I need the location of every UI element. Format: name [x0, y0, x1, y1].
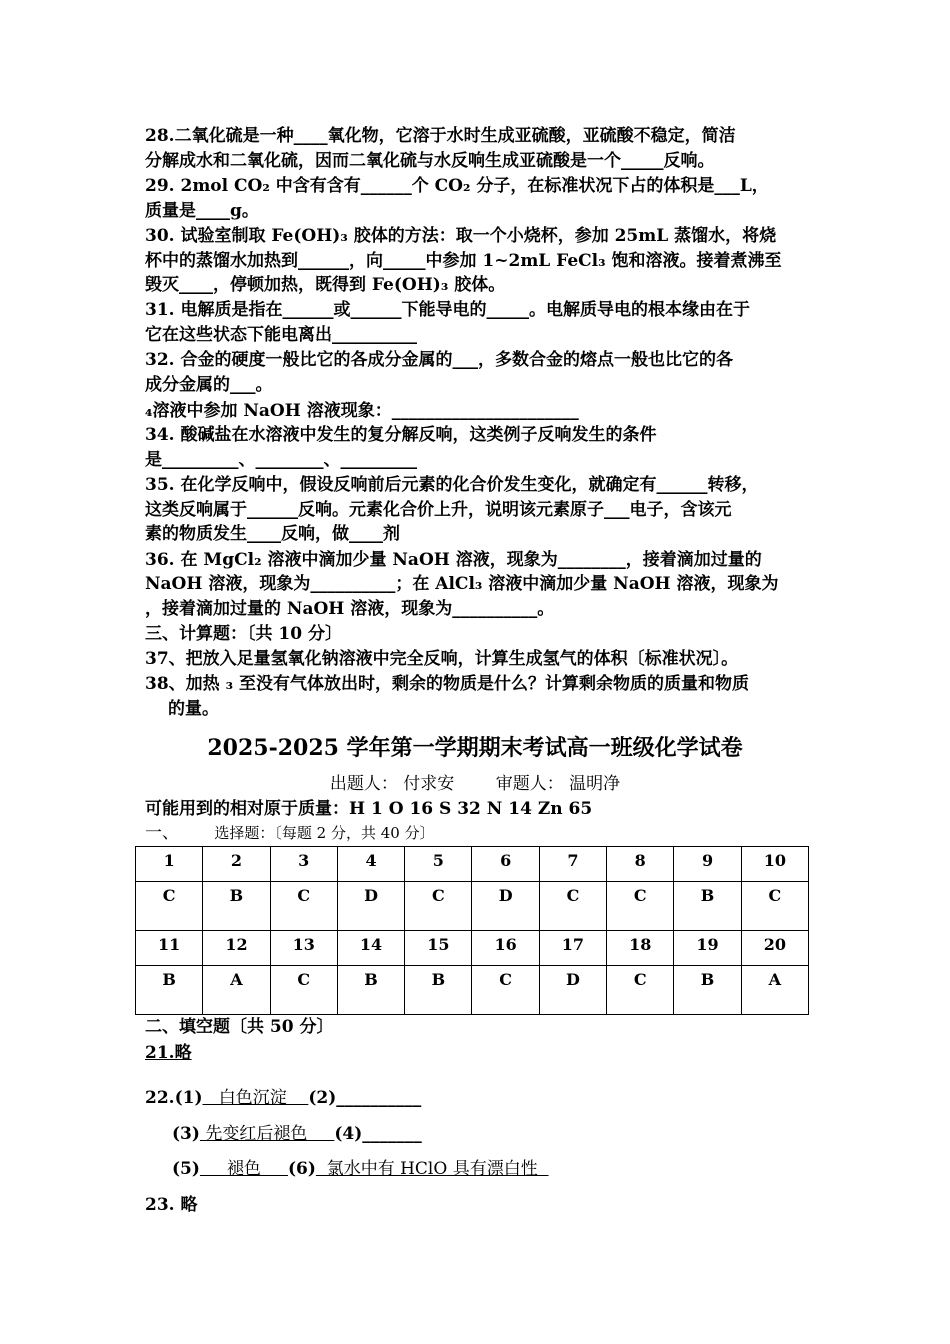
table-cell: 12 — [203, 931, 270, 966]
table-cell: 15 — [405, 931, 472, 966]
table-cell: 8 — [607, 847, 674, 882]
answer-22-6-label: (6) — [287, 1159, 316, 1179]
answer-22-5-label: (5) — [172, 1159, 200, 1179]
answer-22-1: 白色沉淀 — [202, 1088, 309, 1108]
table-cell: C — [741, 882, 808, 931]
answer-22-2-label: (2) — [308, 1088, 337, 1108]
question-30-line2: 杯中的蒸馏水加热到______，向_____中参加 1~2mL FeCl₃ 饱和溶液。接着煮沸至 — [145, 251, 782, 271]
table-cell: 5 — [405, 847, 472, 882]
table-cell: B — [337, 966, 404, 1015]
table-cell: 13 — [270, 931, 337, 966]
question-37: 37、把放入足量氢氧化钠溶液中完全反响，计算生成氢气的体积〔标准状况〕。 — [145, 649, 739, 669]
question-32-line1: 32. 合金的硬度一般比它的各成分金属的___，多数合金的熔点一般也比它的各 — [145, 350, 733, 370]
question-31-line1: 31. 电解质是指在______或______下能导电的_____。电解质导电的根本缘由在于 — [145, 300, 750, 320]
table-cell: 11 — [136, 931, 203, 966]
question-32-line2: 成分金属的___。 — [145, 375, 273, 395]
question-34-line2: 是_________、________、_________ — [145, 450, 417, 470]
answer-22-line2 — [172, 1122, 422, 1146]
table-cell: 14 — [337, 931, 404, 966]
question-38-line2: 的量。 — [168, 699, 219, 719]
question-28-line1: 28.二氧化硫是一种____氧化物，它溶于水时生成亚硫酸，亚硫酸不稳定，简洁 — [145, 126, 736, 146]
table-cell: B — [203, 882, 270, 931]
question-36-line3: ，接着滴加过量的 NaOH 溶液，现象为__________。 — [145, 599, 555, 619]
table-cell: 19 — [674, 931, 741, 966]
table-cell: 10 — [741, 847, 808, 882]
table-cell: 16 — [472, 931, 539, 966]
table-cell: D — [472, 882, 539, 931]
atomic-masses: 可能用到的相对原于质量：H 1 O 16 S 32 N 14 Zn 65 — [145, 799, 593, 819]
table-cell: C — [607, 966, 674, 1015]
question-30-line1: 30. 试验室制取 Fe(OH)₃ 胶体的方法：取一个小烧杯，参加 25mL 蒸馏水，将烧 — [145, 226, 777, 246]
table-cell: 9 — [674, 847, 741, 882]
reviewer: 审题人： 温明净 — [495, 774, 621, 794]
section-2-heading: 二、填空题〔共 50 分〕 — [145, 1017, 334, 1037]
section-1-text: 选择题：〔每题 2 分，共 40 分〕 — [214, 824, 435, 842]
question-34-line1: 34. 酸碱盐在水溶液中发生的复分解反响，这类例子反响发生的条件 — [145, 425, 657, 445]
answer-22-4-label: (4) — [334, 1124, 363, 1144]
table-cell: A — [741, 966, 808, 1015]
table-row-answers-1 — [136, 882, 809, 931]
question-36-line1: 36. 在 MgCl₂ 溶液中滴加少量 NaOH 溶液，现象为________，接着滴加过量的 — [145, 550, 762, 570]
answer-22-line1 — [145, 1086, 421, 1110]
table-cell: B — [674, 882, 741, 931]
table-cell: D — [337, 882, 404, 931]
table-cell: 18 — [607, 931, 674, 966]
table-cell: 2 — [203, 847, 270, 882]
table-cell: B — [136, 966, 203, 1015]
answer-key-title: 2025-2025 学年第一学期期末考试高一班级化学试卷 — [207, 735, 743, 761]
question-36-line2: NaOH 溶液，现象为__________；在 AlCl₃ 溶液中滴加少量 NaOH 溶液，现象为 — [145, 574, 779, 594]
table-cell: C — [472, 966, 539, 1015]
answer-23: 23. 略 — [145, 1195, 198, 1215]
section-1-heading — [145, 821, 435, 845]
answer-22-6: 氯水中有 HClO 具有漂白性 — [315, 1159, 549, 1179]
answer-22-2: __________ — [336, 1088, 422, 1108]
section-1-prefix: 一、 — [145, 823, 179, 843]
table-cell: B — [405, 966, 472, 1015]
question-35-line2: 这类反响属于______反响。元素化合价上升，说明该元素原子___电子，含该元 — [145, 500, 732, 520]
question-35-line3: 素的物质发生____反响，做____剂 — [145, 524, 400, 544]
table-cell: C — [405, 882, 472, 931]
question-30-line3: 毁灭____，停顿加热，既得到 Fe(OH)₃ 胶体。 — [145, 275, 506, 295]
answer-22-3-label: (3) — [172, 1124, 200, 1144]
table-cell: 20 — [741, 931, 808, 966]
question-29-line2: 质量是____g。 — [145, 201, 259, 221]
table-cell: 7 — [539, 847, 606, 882]
answer-table — [135, 846, 809, 1015]
answer-22-3: 先变红后褪色 — [199, 1124, 335, 1144]
question-35-line1: 35. 在化学反响中，假设反响前后元素的化合价发生变化，就确定有______转移， — [145, 475, 759, 495]
section-3-heading: 三、计算题：〔共 10 分〕 — [145, 624, 342, 644]
answer-22-5: 褪色 — [199, 1159, 288, 1179]
answer-22-4: _______ — [362, 1124, 422, 1144]
table-cell: C — [136, 882, 203, 931]
table-cell: D — [539, 966, 606, 1015]
table-row-answers-2 — [136, 966, 809, 1015]
table-cell: 3 — [270, 847, 337, 882]
table-cell: C — [270, 882, 337, 931]
table-cell: B — [674, 966, 741, 1015]
table-cell: C — [539, 882, 606, 931]
table-cell: A — [203, 966, 270, 1015]
table-cell: 1 — [136, 847, 203, 882]
table-cell: C — [607, 882, 674, 931]
table-cell: 17 — [539, 931, 606, 966]
question-28-line2: 分解成水和二氧化硫，因而二氧化硫与水反响生成亚硫酸是一个_____反响。 — [145, 151, 715, 171]
answer-22-line3 — [172, 1157, 549, 1181]
question-33: ₄溶液中参加 NaOH 溶液现象：______________________ — [145, 401, 579, 421]
table-cell: 6 — [472, 847, 539, 882]
answer-22-1-label: 22.(1) — [145, 1088, 203, 1108]
table-cell: 4 — [337, 847, 404, 882]
author: 出题人： 付求安 — [329, 774, 455, 794]
question-29-line1: 29. 2mol CO₂ 中含有含有______个 CO₂ 分子，在标准状况下占的体积是___L， — [145, 176, 769, 196]
answer-21: 21.略 — [145, 1043, 192, 1063]
table-row-numbers-2 — [136, 931, 809, 966]
table-cell: C — [270, 966, 337, 1015]
question-31-line2: 它在这些状态下能电离出__________ — [145, 325, 417, 345]
authors-line — [0, 772, 950, 796]
question-38-line1: 38、加热 ₃ 至没有气体放出时，剩余的物质是什么？计算剩余物质的质量和物质 — [145, 674, 749, 694]
table-row-numbers-1 — [136, 847, 809, 882]
